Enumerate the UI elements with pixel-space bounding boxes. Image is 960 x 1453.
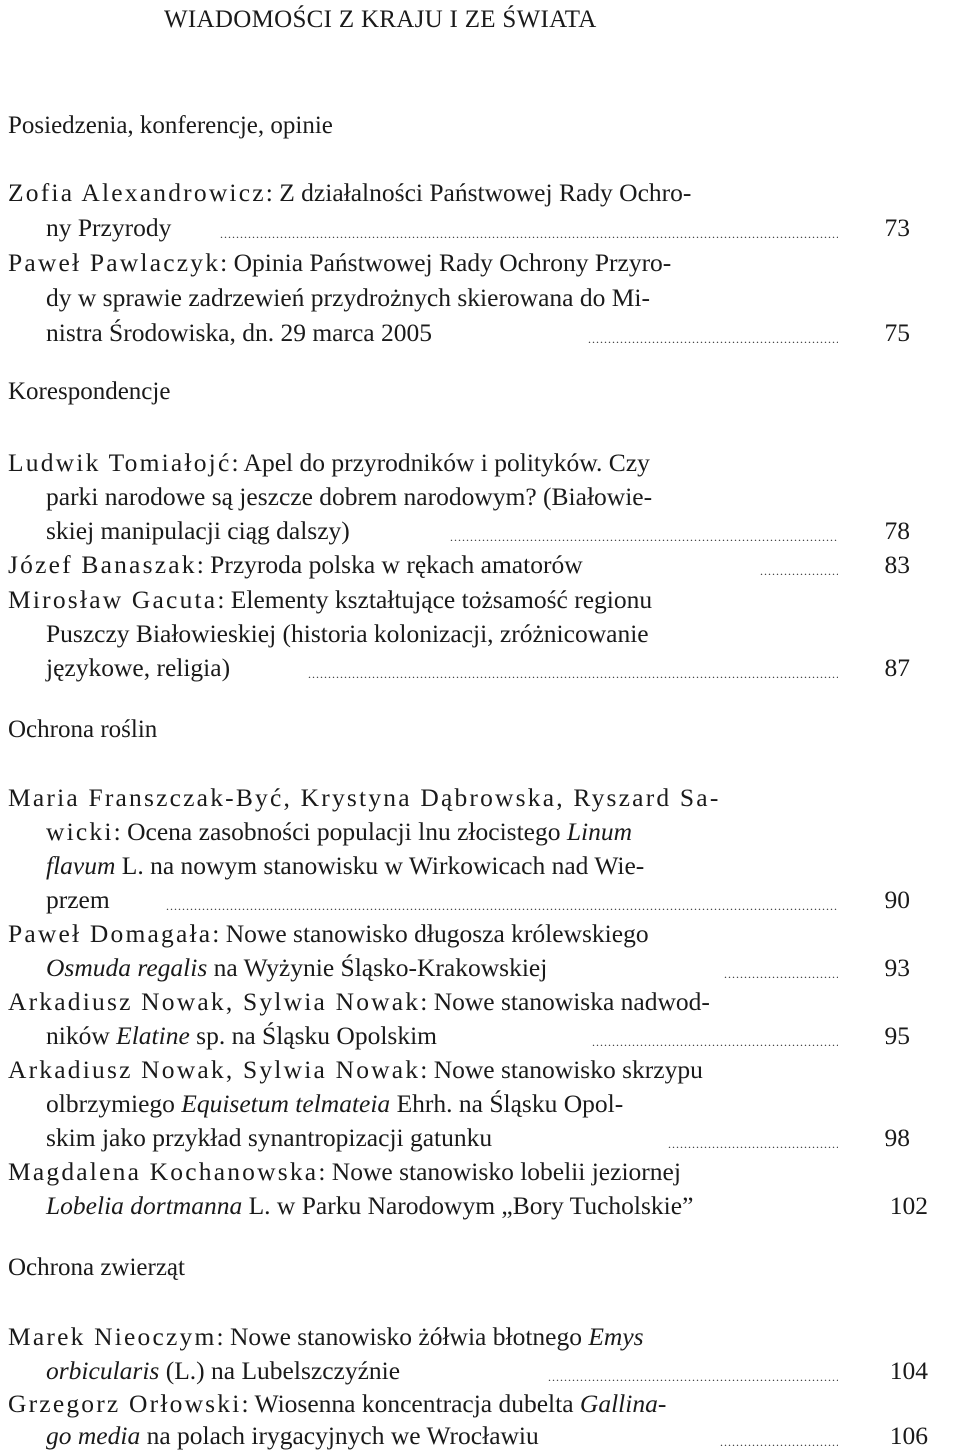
entry-title: L. w Parku Narodowym „Bory Tucholskie” — [248, 1191, 694, 1220]
entry-title: Puszczy Białowieskiej (historia kolonizacji, zróżnicowanie — [46, 619, 649, 648]
dot-leader — [720, 1419, 838, 1453]
entry-author: Grzegorz Orłowski — [8, 1389, 242, 1418]
entry-author: Arkadiusz Nowak, Sylwia Nowak — [8, 1055, 421, 1084]
entry-author: Zofia Alexandrowicz — [8, 178, 266, 207]
species-name: Elatine — [116, 1021, 190, 1050]
species-name: Gallina- — [579, 1389, 667, 1418]
entry-title: Nowe stanowisko długosza królewskiego — [225, 919, 649, 948]
entry-title: Nowe stanowisko lobelii jeziornej — [331, 1157, 681, 1186]
page-number: 106 — [889, 1421, 928, 1450]
entry-title: skim jako przykład synantropizacji gatunku — [46, 1123, 493, 1152]
entry-title: ników — [46, 1021, 110, 1050]
entry-title: skiej manipulacji ciąg dalszy) — [46, 516, 350, 545]
species-name: Osmuda regalis — [46, 953, 208, 982]
entry-title: dy w sprawie zadrzewień przydrożnych skierowana do Mi- — [46, 283, 650, 312]
dot-leader — [308, 651, 838, 685]
entry-title: Wiosenna koncentracja dubelta — [254, 1389, 574, 1418]
species-name: Emys — [588, 1322, 644, 1351]
entry-title: Nowe stanowisko żółwia błotnego — [229, 1322, 582, 1351]
entry-title: Nowe stanowisko skrzypu — [433, 1055, 703, 1084]
entry-title: na polach irygacyjnych we Wrocławiu — [146, 1421, 539, 1450]
entry-author: Arkadiusz Nowak, Sylwia Nowak — [8, 987, 421, 1016]
entry-author: Marek Nieoczym — [8, 1322, 217, 1351]
dot-leader — [668, 1121, 838, 1155]
species-name: flavum — [46, 851, 116, 880]
page-number: 87 — [884, 653, 910, 682]
entry-author: Józef Banaszak — [8, 550, 197, 579]
page-number: 104 — [889, 1356, 928, 1385]
species-name: go media — [46, 1421, 141, 1450]
species-name: Linum — [566, 817, 633, 846]
entry-author: Paweł Domagała — [8, 919, 213, 948]
page-number: 98 — [884, 1123, 910, 1152]
entry-title: L. na nowym stanowisku w Wirkowicach nad Wie- — [121, 851, 645, 880]
section-heading: Posiedzenia, konferencje, opinie — [8, 112, 333, 139]
dot-leader — [760, 548, 838, 582]
section-heading: Ochrona zwierząt — [8, 1254, 185, 1281]
page-number: 90 — [884, 885, 910, 914]
species-name: Equisetum telmateia — [181, 1089, 391, 1118]
entry-author: Magdalena Kochanowska — [8, 1157, 319, 1186]
entry-author: Maria Franszczak-Być, Krystyna Dąbrowska, Ryszard Sa- — [8, 783, 721, 812]
page-number: 75 — [884, 318, 910, 347]
entry-author: wicki — [46, 817, 114, 846]
page-number: 95 — [884, 1021, 910, 1050]
entry-title: przem — [46, 885, 110, 914]
dot-leader — [592, 1019, 838, 1053]
entry-title: Opinia Państwowej Rady Ochrony Przyro- — [233, 248, 672, 277]
species-name: Lobelia dortmanna — [46, 1191, 243, 1220]
dot-leader — [548, 1354, 838, 1388]
page-number: 83 — [884, 550, 910, 579]
entry-title: olbrzymiego — [46, 1089, 175, 1118]
entry-title: Z działalności Państwowej Rady Ochro- — [279, 178, 692, 207]
page-number: 78 — [884, 516, 910, 545]
entry-author: Mirosław Gacuta — [8, 585, 218, 614]
entry-title: parki narodowe są jeszcze dobrem narodowym? (Białowie- — [46, 482, 653, 511]
entry-title: Apel do przyrodników i polityków. Czy — [243, 448, 650, 477]
dot-leader — [588, 316, 838, 350]
dot-leader — [450, 514, 838, 548]
entry-title: Elementy kształtujące tożsamość regionu — [230, 585, 653, 614]
entry-title: Ocena zasobności populacji lnu złocistego — [127, 817, 561, 846]
section-heading: Korespondencje — [8, 378, 171, 405]
entry-title: ny Przyrody — [46, 213, 172, 242]
page-number: 102 — [889, 1191, 928, 1220]
table-of-contents-page: WIADOMOŚCI Z KRAJU I ZE ŚWIATA Posiedzenia, konferencje, opinie Zofia Alexandrowicz: Z działalności Państwowej Rady Ochro- ny Przyrody ..... 73 Paweł Pawlaczyk: Opinia Państwowej Rady Ochrony Przyro- dy w sprawie zadrzewień przydrożnych skierowana do Mi- nistra Środowiska, dn. 29 marca 2005 ..... 75 Korespondencje Ludwik Tomiałojć: Apel do przyrodników i polityków. Czy parki narodowe są jeszcze dobrem narodowym? (Białowie- skiej manipulacji ciąg dalszy) ..... 78 Józef Banaszak: Przyroda polska w rękach amatorów ..... 83 Mirosław Gacuta: Elementy kształtujące tożsamość regionu Puszczy Białowieskiej (historia kolonizacji, zróżnicowanie językowe, religia) ..... 87 Ochrona roślin Maria Franszczak-Być, Krystyna Dąbrowska, Ryszard Sa- wicki: Ocena zasobności populacji lnu złocistego Linum flavum L. na nowym stanowisku w Wirkowicach nad Wie- przem ..... 90 Paweł Domagała: Nowe stanowisko długosza królewskiego Osmuda regalis na Wyżynie Śląsko-Krakowskiej ..... 93 Arkadiusz Nowak, Sylwia Nowak: Nowe stanowiska nadwod- ników Elatine sp. na Śląsku Opolskim ..... 95 Arkadiusz Nowak, Sylwia Nowak: Nowe stanowisko skrzypu olbrzymiego Equisetum telmateia Ehrh. na Śląsku Opol- skim jako przykład synantropizacji gatunku ..... 98 Magdalena Kochanowska: Nowe stanowisko lobelii jeziornej Lobelia dortmanna L. w Parku Narodowym „Bory Tucholskie” 102 Ochrona zwierząt Marek Nieoczym: Nowe stanowisko żółwia błotnego Emys orbicularis (L.) na Lubelszczyźnie ..... 104 Grzegorz Orłowski: Wiosenna koncentracja dubelta Gallina- go media na polach irygacyjnych we Wrocławiu ..... 106 — [0, 0, 960, 1452]
page-number: 93 — [884, 953, 910, 982]
entry-title: Ehrh. na Śląsku Opol- — [396, 1089, 624, 1118]
entry-title: językowe, religia) — [46, 653, 231, 682]
entry-title: na Wyżynie Śląsko-Krakowskiej — [213, 953, 548, 982]
running-head: WIADOMOŚCI Z KRAJU I ZE ŚWIATA — [164, 6, 597, 33]
dot-leader — [166, 883, 838, 917]
entry-title: (L.) na Lubelszczyźnie — [165, 1356, 401, 1385]
dot-leader — [724, 951, 838, 985]
entry-title: sp. na Śląsku Opolskim — [196, 1021, 437, 1050]
entry-author: Ludwik Tomiałojć — [8, 448, 232, 477]
entry-title: nistra Środowiska, dn. 29 marca 2005 — [46, 318, 432, 347]
page-number: 73 — [884, 213, 910, 242]
entry-author: Paweł Pawlaczyk — [8, 248, 221, 277]
section-heading: Ochrona roślin — [8, 716, 158, 743]
species-name: orbicularis — [46, 1356, 160, 1385]
dot-leader — [220, 211, 838, 245]
entry-title: Nowe stanowiska nadwod- — [433, 987, 710, 1016]
entry-title: Przyroda polska w rękach amatorów — [210, 550, 583, 579]
